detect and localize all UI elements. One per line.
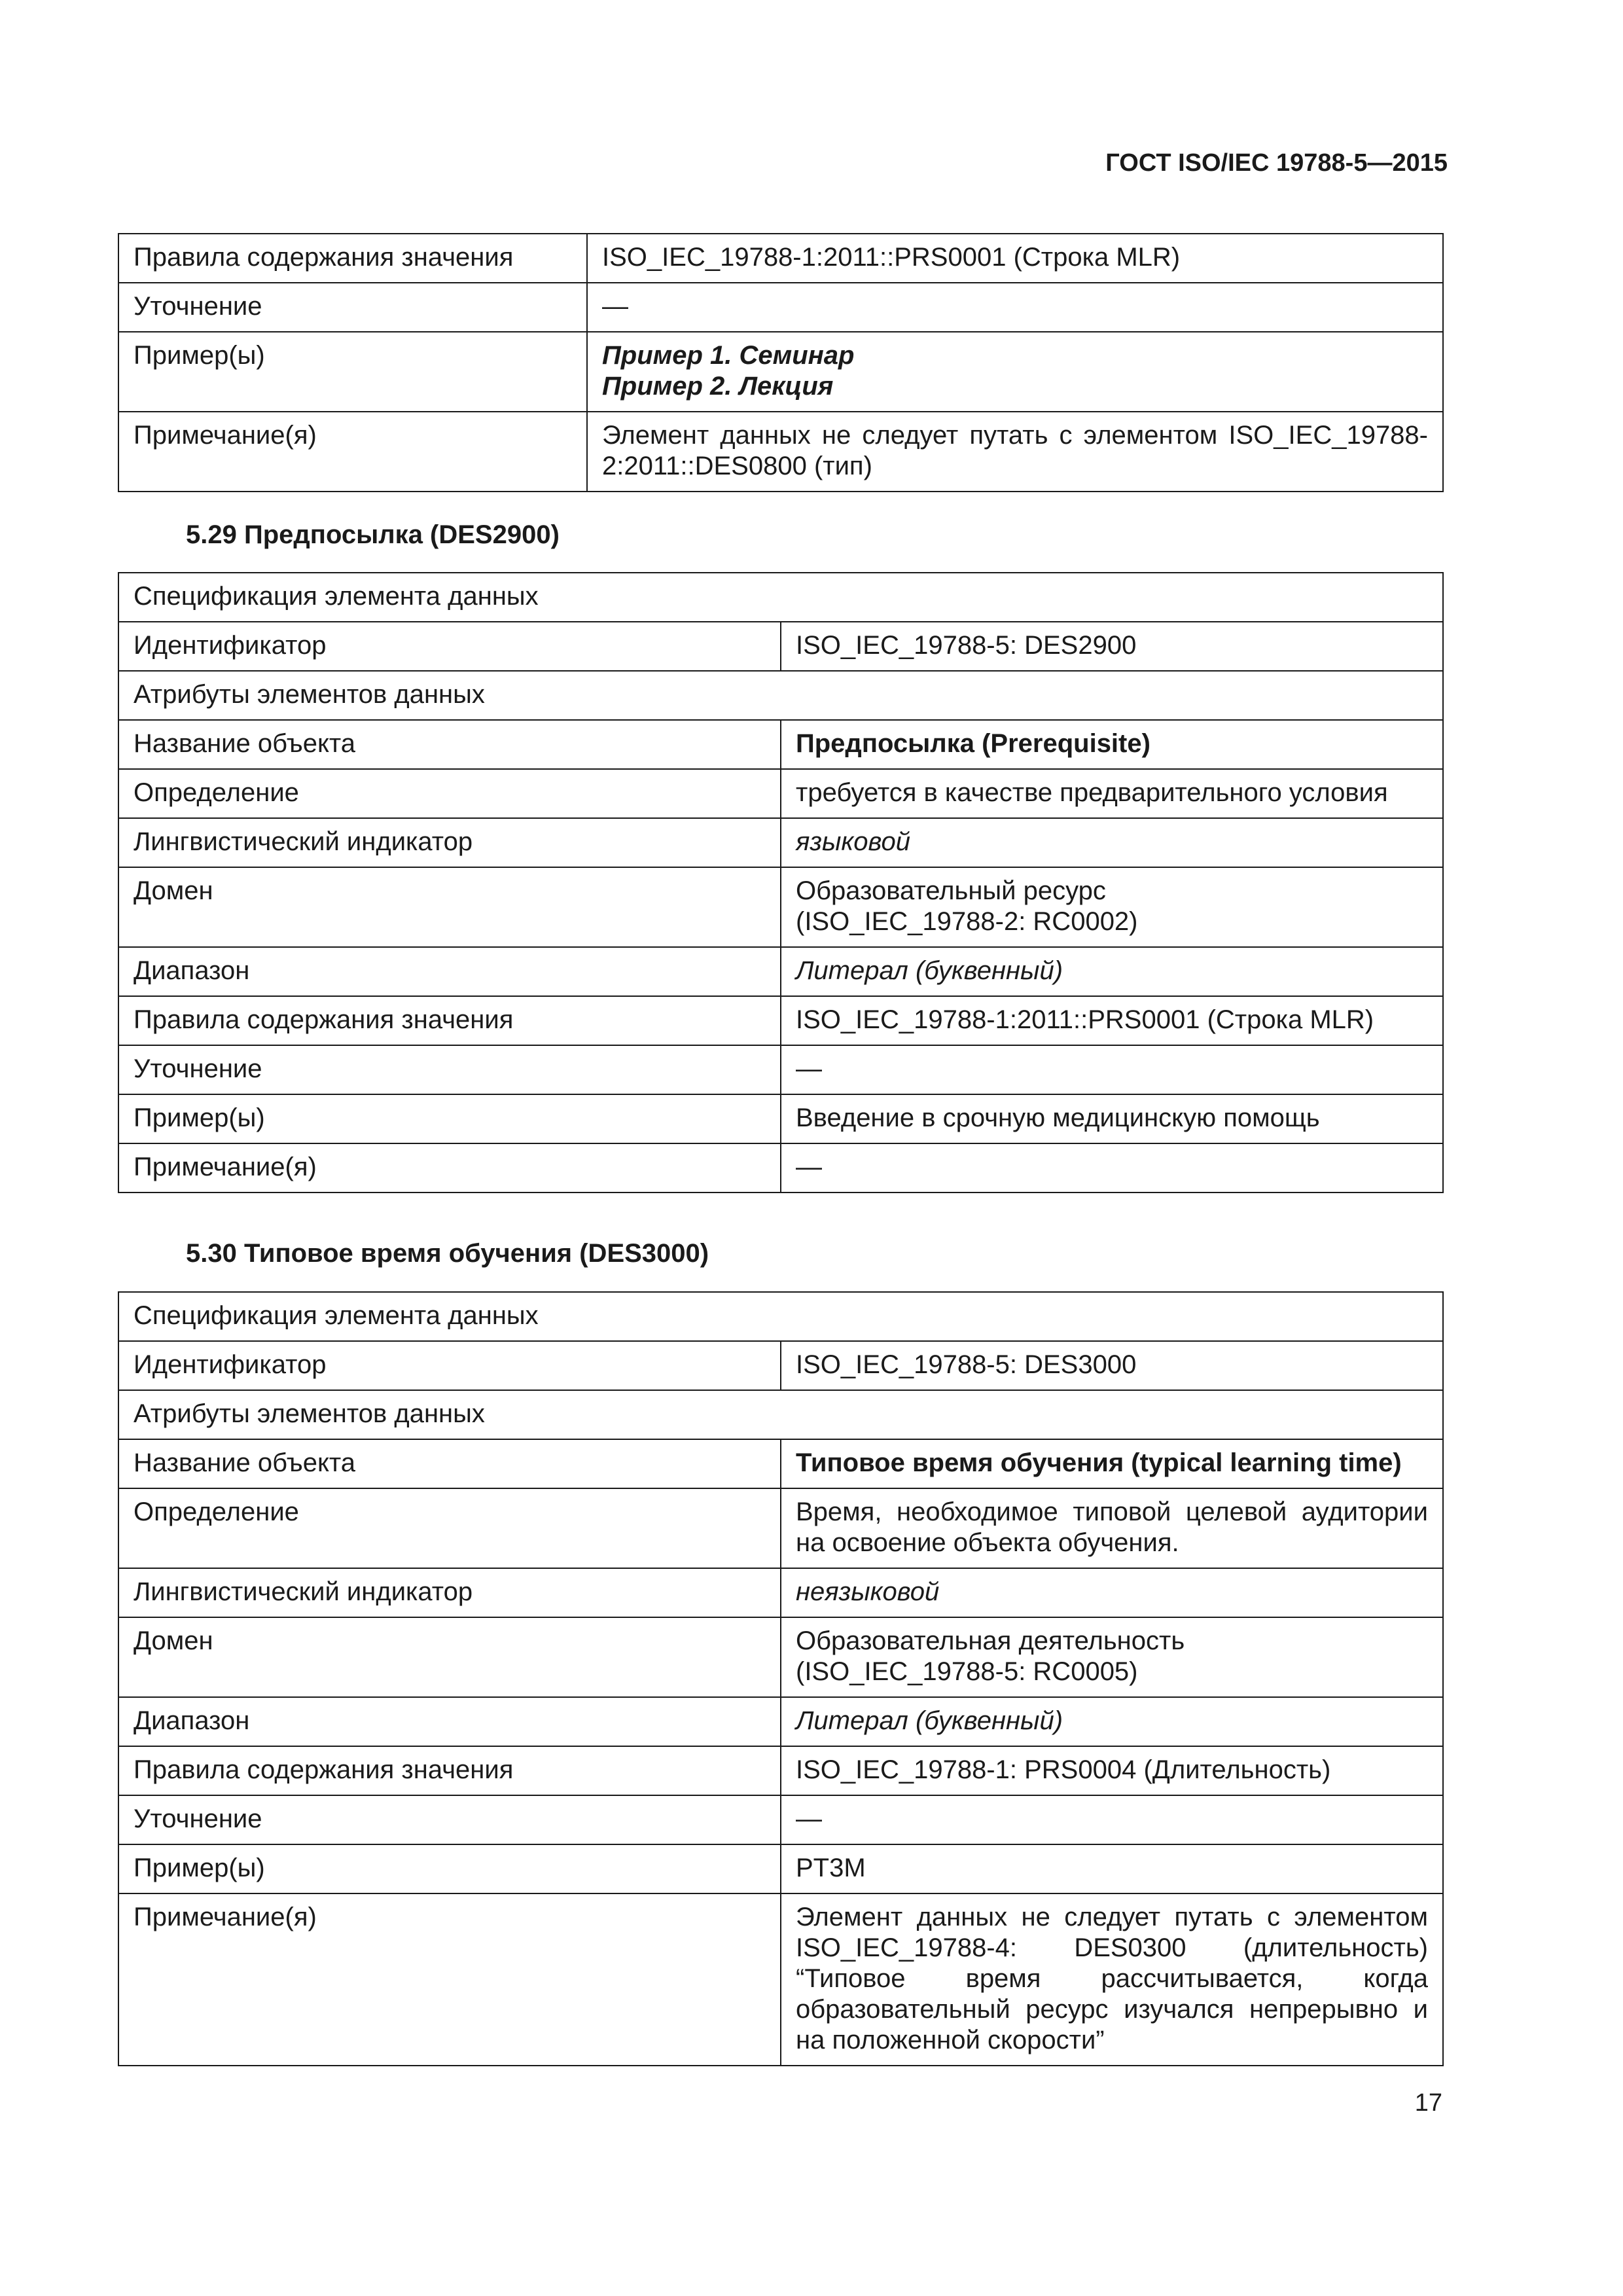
row-value: ISO_IEC_19788-5: DES3000 bbox=[781, 1341, 1443, 1390]
row-label: Пример(ы) bbox=[118, 1094, 781, 1143]
row-value: Время, необходимое типовой целевой аудитории на освоение объекта обучения. bbox=[781, 1488, 1443, 1568]
row-label: Уточнение bbox=[118, 1045, 781, 1094]
row-value: ISO_IEC_19788-1:2011::PRS0001 (Строка MLR) bbox=[587, 234, 1443, 283]
table-row bbox=[118, 234, 1443, 283]
page-number: 17 bbox=[1414, 2089, 1442, 2117]
row-value: Элемент данных не следует путать с элементом ISO_IEC_19788-4: DES0300 (длительность) “Типовое время рассчитывается, когда образовательный ресурс изучался непрерывно и на положенной скорости” bbox=[781, 1893, 1443, 2066]
section-title-5-30: 5.30 Типовое время обучения (DES3000) bbox=[186, 1239, 709, 1268]
table-row bbox=[118, 1094, 1443, 1143]
row-label: Правила содержания значения bbox=[118, 996, 781, 1045]
table-row bbox=[118, 332, 1443, 412]
row-value: ISO_IEC_19788-1:2011::PRS0001 (Строка MLR) bbox=[781, 996, 1443, 1045]
table-row bbox=[118, 1697, 1443, 1746]
row-value bbox=[781, 1617, 1443, 1697]
row-label: Уточнение bbox=[118, 283, 587, 332]
table-row bbox=[118, 720, 1443, 769]
row-value: — bbox=[587, 283, 1443, 332]
row-label: Диапазон bbox=[118, 1697, 781, 1746]
continuation-table bbox=[118, 233, 1444, 492]
table-row bbox=[118, 1143, 1443, 1193]
domain-line: (ISO_IEC_19788-2: RC0002) bbox=[796, 907, 1138, 936]
table-row bbox=[118, 1045, 1443, 1094]
attrs-header: Атрибуты элементов данных bbox=[118, 1390, 1443, 1439]
row-label: Примечание(я) bbox=[118, 1893, 781, 2066]
row-label: Диапазон bbox=[118, 947, 781, 996]
row-label: Пример(ы) bbox=[118, 332, 587, 412]
spec-table-des3000 bbox=[118, 1291, 1444, 2066]
table-row bbox=[118, 1746, 1443, 1795]
table-row bbox=[118, 573, 1443, 622]
table-row bbox=[118, 412, 1443, 492]
row-label: Лингвистический индикатор bbox=[118, 1568, 781, 1617]
section-title-5-29: 5.29 Предпосылка (DES2900) bbox=[186, 520, 560, 549]
table-row bbox=[118, 671, 1443, 720]
table-row bbox=[118, 1488, 1443, 1568]
table-row bbox=[118, 1341, 1443, 1390]
table-row bbox=[118, 1795, 1443, 1844]
document-code-header: ГОСТ ISO/IEC 19788-5—2015 bbox=[1105, 149, 1448, 177]
table-row bbox=[118, 1893, 1443, 2066]
row-label: Определение bbox=[118, 1488, 781, 1568]
row-value bbox=[781, 867, 1443, 947]
table-row bbox=[118, 1390, 1443, 1439]
spec-header: Спецификация элемента данных bbox=[118, 1292, 1443, 1341]
row-label: Уточнение bbox=[118, 1795, 781, 1844]
row-value: PT3M bbox=[781, 1844, 1443, 1893]
spec-table-des2900 bbox=[118, 572, 1444, 1193]
row-value: ISO_IEC_19788-1: PRS0004 (Длительность) bbox=[781, 1746, 1443, 1795]
row-value: Литерал (буквенный) bbox=[781, 947, 1443, 996]
table-row bbox=[118, 1617, 1443, 1697]
row-value: — bbox=[781, 1045, 1443, 1094]
row-value: — bbox=[781, 1143, 1443, 1193]
table-row bbox=[118, 1292, 1443, 1341]
row-value: языковой bbox=[781, 818, 1443, 867]
table-row bbox=[118, 769, 1443, 818]
row-label: Примечание(я) bbox=[118, 1143, 781, 1193]
row-label: Примечание(я) bbox=[118, 412, 587, 492]
row-value: требуется в качестве предварительного условия bbox=[781, 769, 1443, 818]
row-value bbox=[587, 332, 1443, 412]
example-line: Пример 1. Семинар bbox=[602, 341, 855, 370]
attrs-header: Атрибуты элементов данных bbox=[118, 671, 1443, 720]
row-label: Лингвистический индикатор bbox=[118, 818, 781, 867]
domain-line: Образовательный ресурс bbox=[796, 876, 1106, 905]
row-value: Введение в срочную медицинскую помощь bbox=[781, 1094, 1443, 1143]
table-row bbox=[118, 996, 1443, 1045]
table-row bbox=[118, 1439, 1443, 1488]
row-label: Определение bbox=[118, 769, 781, 818]
row-value: Литерал (буквенный) bbox=[781, 1697, 1443, 1746]
table-row bbox=[118, 947, 1443, 996]
row-value: Предпосылка (Prerequisite) bbox=[781, 720, 1443, 769]
table-row bbox=[118, 283, 1443, 332]
row-value: Типовое время обучения (typical learning time) bbox=[781, 1439, 1443, 1488]
spec-header: Спецификация элемента данных bbox=[118, 573, 1443, 622]
row-label: Домен bbox=[118, 1617, 781, 1697]
row-label: Название объекта bbox=[118, 1439, 781, 1488]
table-row bbox=[118, 622, 1443, 671]
row-value: Элемент данных не следует путать с элементом ISO_IEC_19788- 2:2011::DES0800 (тип) bbox=[587, 412, 1443, 492]
row-label: Правила содержания значения bbox=[118, 234, 587, 283]
row-value: ISO_IEC_19788-5: DES2900 bbox=[781, 622, 1443, 671]
row-label: Домен bbox=[118, 867, 781, 947]
row-value: — bbox=[781, 1795, 1443, 1844]
table-row bbox=[118, 867, 1443, 947]
table-row bbox=[118, 818, 1443, 867]
domain-line: Образовательная деятельность bbox=[796, 1626, 1185, 1655]
row-label: Правила содержания значения bbox=[118, 1746, 781, 1795]
table-row bbox=[118, 1844, 1443, 1893]
row-label: Идентификатор bbox=[118, 1341, 781, 1390]
row-label: Идентификатор bbox=[118, 622, 781, 671]
row-value: неязыковой bbox=[781, 1568, 1443, 1617]
row-label: Название объекта bbox=[118, 720, 781, 769]
table-row bbox=[118, 1568, 1443, 1617]
example-line: Пример 2. Лекция bbox=[602, 372, 834, 401]
row-label: Пример(ы) bbox=[118, 1844, 781, 1893]
domain-line: (ISO_IEC_19788-5: RC0005) bbox=[796, 1657, 1138, 1686]
